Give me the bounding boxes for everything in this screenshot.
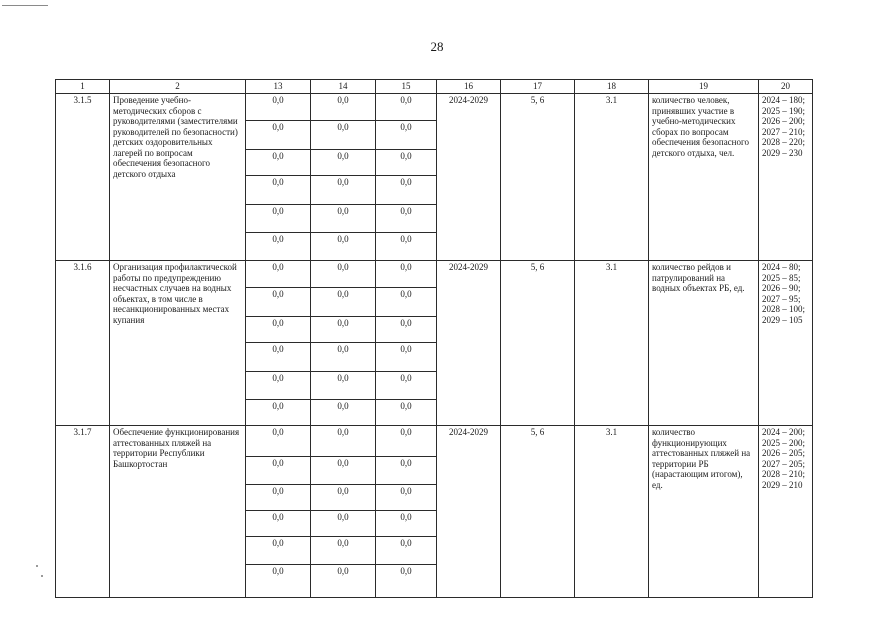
page-number: 28 <box>430 39 444 54</box>
target-value: 2026 – 205; <box>762 448 806 458</box>
target-value: 2027 – 210; <box>762 126 806 137</box>
column-header: 14 <box>311 80 376 94</box>
measure-row <box>56 94 813 121</box>
funding-value-cell: 0,0 <box>376 565 437 598</box>
funding-value-cell: 0,0 <box>311 288 376 317</box>
indicator-description: количество человек, принявших участие в учебно-методических сборах по вопросам обеспечения безопасного детского отдыха, чел. <box>649 94 759 261</box>
target-value: 2026 – 90; <box>762 283 801 293</box>
funding-value-cell: 0,0 <box>311 565 376 598</box>
funding-value-cell: 0,0 <box>246 94 311 121</box>
target-value: 2024 – 180; <box>762 95 806 105</box>
measure-row <box>56 426 813 457</box>
implementation-period: 2024-2029 <box>437 94 501 261</box>
funding-value-cell: 0,0 <box>311 317 376 343</box>
funding-value-cell: 0,0 <box>246 537 311 565</box>
indicator-targets <box>759 94 813 261</box>
funding-value-cell: 0,0 <box>246 372 311 400</box>
target-value: 2028 – 100; <box>762 304 806 314</box>
column-header: 2 <box>110 80 246 94</box>
funding-value-cell: 0,0 <box>376 288 437 317</box>
funding-value-cell: 0,0 <box>376 511 437 537</box>
funding-value-cell: 0,0 <box>246 233 311 261</box>
funding-value-cell: 0,0 <box>246 485 311 511</box>
funding-value-cell: 0,0 <box>246 150 311 176</box>
funding-value-cell: 0,0 <box>376 176 437 205</box>
funding-value-cell: 0,0 <box>311 485 376 511</box>
column-header: 15 <box>376 80 437 94</box>
funding-value-cell: 0,0 <box>311 372 376 400</box>
scan-speck <box>41 575 43 577</box>
measure-code: 3.1.5 <box>56 94 110 261</box>
funding-value-cell: 0,0 <box>311 176 376 205</box>
funding-value-cell: 0,0 <box>311 426 376 457</box>
funding-value-cell: 0,0 <box>376 233 437 261</box>
target-value: 2027 – 95; <box>762 293 801 304</box>
target-value: 2024 – 80; <box>762 262 801 272</box>
funding-value-cell: 0,0 <box>376 485 437 511</box>
implementation-period: 2024-2029 <box>437 261 501 426</box>
funding-value-cell: 0,0 <box>376 457 437 485</box>
funding-value-cell: 0,0 <box>246 121 311 150</box>
funding-value-cell: 0,0 <box>376 537 437 565</box>
target-value: 2028 – 220; <box>762 137 806 147</box>
funding-value-cell: 0,0 <box>311 150 376 176</box>
column-header: 18 <box>575 80 649 94</box>
funding-value-cell: 0,0 <box>246 400 311 426</box>
column-17-value: 5, 6 <box>501 261 575 426</box>
indicator-description: количество рейдов и патрулирований на водных объектах РБ, ед. <box>649 261 759 426</box>
scan-top-line <box>2 5 48 6</box>
measure-row <box>56 261 813 288</box>
measure-code: 3.1.6 <box>56 261 110 426</box>
column-18-value: 3.1 <box>575 426 649 598</box>
target-value: 2029 – 230 <box>762 147 803 158</box>
funding-value-cell: 0,0 <box>376 400 437 426</box>
funding-value-cell: 0,0 <box>311 511 376 537</box>
indicator-description: количество функционирующих аттестованных пляжей на территории РБ (нарастающим итогом), ед. <box>649 426 759 598</box>
column-header: 13 <box>246 80 311 94</box>
column-header: 17 <box>501 80 575 94</box>
funding-value-cell: 0,0 <box>376 121 437 150</box>
funding-value-cell: 0,0 <box>311 205 376 233</box>
funding-value-cell: 0,0 <box>376 150 437 176</box>
indicator-targets <box>759 261 813 426</box>
scan-speck <box>36 565 38 567</box>
target-value: 2025 – 200; <box>762 437 806 448</box>
funding-value-cell: 0,0 <box>311 343 376 372</box>
target-value: 2026 – 200; <box>762 116 806 126</box>
column-header: 20 <box>759 80 813 94</box>
measure-description: Обеспечение функционирования аттестованных пляжей на территории Республики Башкортостан <box>110 426 246 598</box>
column-17-value: 5, 6 <box>501 426 575 598</box>
funding-value-cell: 0,0 <box>246 565 311 598</box>
funding-value-cell: 0,0 <box>311 233 376 261</box>
target-value: 2024 – 200; <box>762 427 806 437</box>
funding-value-cell: 0,0 <box>376 261 437 288</box>
measure-description: Проведение учебно-методических сборов с руководителями (заместителями руководителей по безопасности) детских оздоровительных лагерей по вопросам обеспечения безопасного детского отдыха <box>110 94 246 261</box>
funding-value-cell: 0,0 <box>246 317 311 343</box>
funding-value-cell: 0,0 <box>311 94 376 121</box>
funding-value-cell: 0,0 <box>246 511 311 537</box>
measure-code: 3.1.7 <box>56 426 110 598</box>
column-17-value: 5, 6 <box>501 94 575 261</box>
measure-description: Организация профилактической работы по предупреждению несчастных случаев на водных объектах, в том числе в несанкционированных местах купания <box>110 261 246 426</box>
target-value: 2025 – 85; <box>762 272 801 283</box>
funding-value-cell: 0,0 <box>311 400 376 426</box>
target-value: 2029 – 105 <box>762 314 803 325</box>
funding-value-cell: 0,0 <box>376 317 437 343</box>
program-measures-table <box>55 79 813 598</box>
funding-value-cell: 0,0 <box>311 537 376 565</box>
column-18-value: 3.1 <box>575 94 649 261</box>
indicator-targets <box>759 426 813 598</box>
funding-value-cell: 0,0 <box>246 261 311 288</box>
column-header: 1 <box>56 80 110 94</box>
funding-value-cell: 0,0 <box>311 261 376 288</box>
funding-value-cell: 0,0 <box>376 426 437 457</box>
target-value: 2027 – 205; <box>762 458 806 469</box>
column-header: 16 <box>437 80 501 94</box>
target-value: 2025 – 190; <box>762 105 806 116</box>
column-18-value: 3.1 <box>575 261 649 426</box>
funding-value-cell: 0,0 <box>246 457 311 485</box>
funding-value-cell: 0,0 <box>376 343 437 372</box>
funding-value-cell: 0,0 <box>311 121 376 150</box>
funding-value-cell: 0,0 <box>246 176 311 205</box>
table-header-row <box>56 80 813 94</box>
funding-value-cell: 0,0 <box>246 205 311 233</box>
funding-value-cell: 0,0 <box>376 372 437 400</box>
funding-value-cell: 0,0 <box>376 205 437 233</box>
implementation-period: 2024-2029 <box>437 426 501 598</box>
funding-value-cell: 0,0 <box>246 343 311 372</box>
column-header: 19 <box>649 80 759 94</box>
target-value: 2029 – 210 <box>762 479 803 490</box>
funding-value-cell: 0,0 <box>311 457 376 485</box>
target-value: 2028 – 210; <box>762 469 806 479</box>
funding-value-cell: 0,0 <box>246 426 311 457</box>
funding-value-cell: 0,0 <box>376 94 437 121</box>
funding-value-cell: 0,0 <box>246 288 311 317</box>
